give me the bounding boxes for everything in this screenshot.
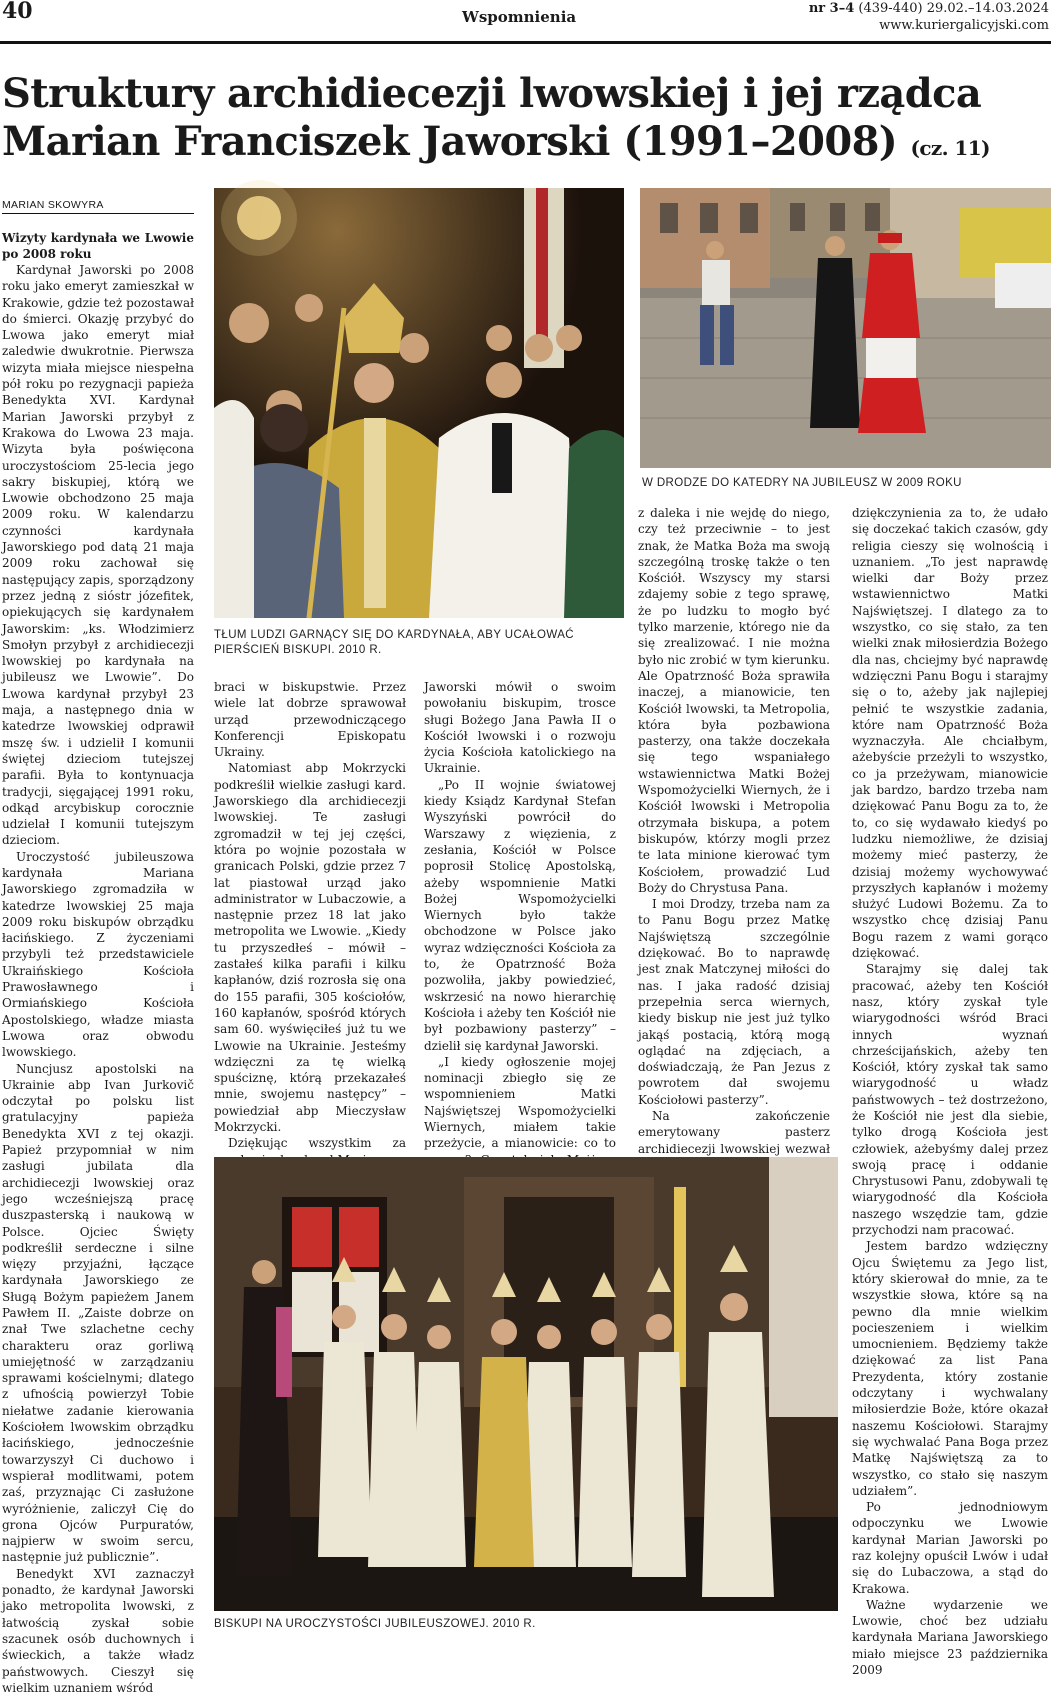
- paragraph: Benedykt XVI zaznaczył ponadto, że kardynał Jaworski jako metropolita lwowski, z łatwością zyskał sobie szacunek osób duchownych i świeckich, a także władz państwowych. Cieszył się wielkim uznaniem wśród: [2, 1566, 194, 1695]
- photo-bishops-image: [214, 1157, 838, 1611]
- issue-number: nr 3–4: [808, 1, 855, 16]
- paragraph: Kardynał Jaworski po 2008 roku jako emeryt zamieszkał w Krakowie, gdzie też pozostawał do śmierci. Okazję przybyć do Lwowa jako emeryt miał zaledwie dwukrotnie. Pierwsza wizyta miała miejsce niespełna pół roku po rezygnacji papieża Benedykta XVI. Kardynał Marian Jaworski przybył z Krakowa do Lwowa 23 maja. Wizyta była poświęcona uroczystościom 25-lecia jego sakry biskupiej, którą we Lwowie obchodzono 25 maja 2009 roku. W kalendarzu czynności kardynała Jaworskiego pod datą 21 maja 2009 roku zachował się następujący zapis, sporządzony przez jedną z sióstr józefitek, opiekujących się kardynałem Jaworskim: „ks. Włodzimierz Smołyn przybył z archidiecezji lwowskiej po kardynała na jubileusz we Lwowie”. Do Lwowa kardynał przybył 23 maja, a następnego dnia w katedrze lwowskiej odprawił mszę św. i udzielił I komunii świętej dzieciom tutejszej parafii. Była to kontynuacja tradycji, sięgającej 1991 roku, odkąd arcybiskup corocznie udzielał I komunii tutejszym dzieciom.: [2, 263, 194, 848]
- paragraph: „I kiedy ogłoszenie mojej nominacji zbiegło się ze wspomnieniem Matki Najświętszej Wspomożycielki Wiernych, miałem takie przeżycie, a mianowicie: co to: [424, 1054, 616, 1151]
- author-byline: MARIAN SKOWYRA: [2, 199, 194, 214]
- paragraph: Jestem bardzo wdzięczny Ojcu Świętemu za Jego list, który skierował do mnie, za te wszystkie słowa, które są na pewno dla mnie wielkim pocieszeniem i wielkim umocnieniem. Będziemy także dziękować za list Pana Prezydenta, który zostanie odczytany i wychwalany miłosierdzie Boże, które okazał naszemu Kościołowi. Starajmy się wychwalać Pana Boga przez Matkę Najświętszą za to wszystko, co stało się naszym udziałem”.: [852, 1239, 1048, 1498]
- paragraph: „Po II wojnie światowej kiedy Ksiądz Kardynał Stefan Wyszyński powrócił do Warszawy z więzienia, z zesłania, Kościół w Polsce poprosił Stolicę Apostolską, ażeby wspomnienie Matki Bożej Wspomożycielki Wiernych było także obchodzone w Polsce jako wyraz wdzięczności Kościoła za to, że Opatrzność Boża pozwoliła, jakby powiedzieć, wskrzesić na nowo hierarchię Kościoła i ażeby ten Kościół nie był pozbawiony pasterzy” – dzielił się kardynał Jaworski.: [424, 777, 616, 1053]
- photo-street-image: [640, 188, 1051, 468]
- paragraph: braci w biskupstwie. Przez wiele lat dobrze sprawował urząd przewodniczącego Konferencji Episkopatu Ukrainy.: [214, 680, 406, 760]
- website-link[interactable]: www.kuriergalicyjski.com: [879, 18, 1049, 33]
- title-part: (cz. 11): [910, 136, 990, 160]
- paragraph: Po jednodniowym odpoczynku we Lwowie kardynał Marian Jaworski po raz kolejny opuścił Lwów i udał się do Lubaczowa, a stąd do Krakowa.: [852, 1500, 1048, 1596]
- page-number: 40: [2, 0, 33, 24]
- paragraph: Nuncjusz apostolski na Ukrainie abp Ivan Jurkovič odczytał po polsku list gratulacyjny papieża Benedykta XVI z tej okazji. Papież przypomniał w nim zasługi jubilata dla archidiecezji lwowskiej oraz jego wcześniejszą pracę duszpasterską i naukową w Polsce. Ojciec Święty podkreślił serdeczne i silne więzy przyjaźni, łączące kardynała Jaworskiego ze Sługą Bożym papieżem Janem Pawłem II. „Zaiste dobrze on znał Twe szlachetne cechy charakteru oraz gorliwą umiejętność w zarządzaniu sprawami kościelnymi; dlatego z ufnością powierzył Tobie niełatwe zadanie kierowania Kościołem lwowskim obrządku łacińskiego, jednocześnie towarzyszył Ci duchowo i wspierał modlitwami, potem zaś, przyznając Ci zasłużone wyróżnienie, zaliczył Cię do grona Ojców Purpuratów, najpierw w swoim sercu, następnie już publicznie”.: [2, 1061, 194, 1565]
- photo-street-caption: W DRODZE DO KATEDRY NA JUBILEUSZ W 2009 ROKU: [642, 477, 962, 489]
- photo-crowd-caption: TŁUM LUDZI GARNĄCY SIĘ DO KARDYNAŁA, ABY UCAŁOWAĆ PIERŚCIEŃ BISKUPI. 2010 R.: [214, 629, 574, 656]
- subheading: Wizyty kardynała we Lwowie po 2008 roku: [2, 231, 194, 261]
- paragraph: I moi Drodzy, trzeba nam za to Panu Bogu przez Matkę Najświętszą szczególnie dziękować. Bo to naprawdę jest znak Matczynej miłości do nas. I jaka radość dzisiaj przepełnia serca wiernych, kiedy biskup nie jest już tylko jakąś postacią, którą mogą oglądać na zdjęciach, a doświadczają, że Pan Jezus z powrotem dał swojemu Kościołowi pasterzy”.: [638, 897, 830, 1107]
- article-title: [2, 70, 1042, 172]
- text-column-5: [852, 505, 1048, 1678]
- paragraph: Natomiast abp Mokrzycki podkreślił wielkie zasługi kard. Jaworskiego dla archidiecezji lwowskiej. Te zasługi zgromadził w tej jej części, która po wojnie pozostała w granicach Polski, gdzie przez 7 lat piastował urząd jako administrator w Lubaczowie, a następnie przez 18 lat jako metropolita we Lwowie. „Kiedy tu przyszedłeś – mówił – zastałeś kilka parafii i kilku kapłanów, dziś rozrosła się ona do 155 parafii, 305 kościołów, 160 kapłanów, spośród których sam 60. wyświęciłeś już tu we Lwowie na Ukrainie. Jesteśmy wdzięczni za tę wielką spuściznę, którą przekazałeś mnie, swojemu następcy” – powiedział abp Mieczysław Mokrzycki.: [214, 761, 406, 1135]
- paragraph: Jaworski mówił o swoim powołaniu biskupim, trosce sługi Bożego Jana Pawła II o Kościół lwowski i o rozwoju życia Kościoła katolickiego na Ukrainie.: [424, 680, 616, 776]
- photo-crowd-image: [214, 188, 624, 618]
- text-column-2: [214, 679, 406, 1151]
- text-column-1: [2, 230, 194, 1695]
- paragraph: Starajmy się dalej tak pracować, ażeby ten Kościół nasz, który zyskał tyle wiarygodności wśród Braci innych wyznań chrześcijańskich, ażeby ten Kościół, który zyskał tak samo wiarygodność u władz państwowych – też dostrzeżono, że Kościół nie jest dla siebie, tylko drogą Kościoła jest człowiek, ażebyśmy dalej przez swoją pracę i oddanie Chrystusowi Panu, zdobywali tę wiarygodność dla Kościoła naszego wszędzie tam, gdzie przychodzi nam pracować.: [852, 962, 1048, 1238]
- issue-dates: (439-440) 29.02.–14.03.2024: [854, 1, 1049, 16]
- paragraph: dziękczynienia za to, że udało się doczekać takich czasów, gdy religia cieszy się wolnością i uznaniem. „To jest naprawdę wielki dar Boży przez wstawiennictwo Matki Najświętszej. I dlatego za to wszystko, co się stało, za ten wielki znak miłosierdzia Bożego dla nas, chciejmy być naprawdę wdzięczni Panu Bogu i starajmy się o to, ażeby jak najlepiej pełnić te wszystkie zadania, które nam Opatrzność Boża wyznaczyła. Ale chciałbym, ażebyście przeżyli to wszystko, co ja przeżywam, mianowicie jak bardzo, bardzo trzeba nam dziękować Panu Bogu za to, że to, co się wydawało kiedyś po ludzku niemożliwe, że dzisiaj możemy mieć pasterzy, że dzisiaj możemy wychowywać przyszłych kapłanów i możemy służyć Ludowi Bożemu. Za to wszystko chcę dzisiaj Panu Bogu razem z wami gorąco dziękować.: [852, 506, 1048, 961]
- paragraph: Na zakończenie emerytowany pasterz archidiecezji lwowskiej wezwał: [638, 1108, 830, 1156]
- text-column-3: [424, 679, 616, 1151]
- paragraph: z daleka i nie wejdę do niego, czy też przeciwnie – to jest znak, że Matka Boża ma swoją szczególną troskę także o ten Kościół. Wszyscy my starsi zdajemy sobie z tego sprawę, że po ludzku to mogło być tylko marzenie, którego nie da się zrealizować. I nie można było nic zrobić w tym kierunku. Ale Opatrzność Boża sprawiła inaczej, a mianowicie, ten Kościół lwowski, ta Metropolia, która była pozbawiona pasterzy, ona także doczekała się tego wspaniałego wstawiennictwa Matki Bożej Wspomożycielki Wiernych, że i Kościół lwowski i Metropolia otrzymała biskupa, a potem biskupów, którzy mogli przez te lata minione kierować tym Kościołem, prowadzić Lud Boży do Chrystusa Pana.: [638, 506, 830, 895]
- page-header: [0, 0, 1051, 44]
- photo-crowd-cardinal: [214, 188, 624, 618]
- paragraph: Dziękując wszystkim za: [228, 1136, 406, 1151]
- issue-info: [809, 0, 1049, 34]
- photo-bishops-caption: BISKUPI NA UROCZYSTOŚCI JUBILEUSZOWEJ. 2010 R.: [214, 1618, 536, 1630]
- text-column-4: [638, 505, 830, 1156]
- photo-street-procession: [640, 188, 1051, 468]
- paragraph: Uroczystość jubileuszowa kardynała Mariana Jaworskiego zgromadziła w katedrze lwowskiej 25 maja 2009 roku biskupów obrządku łacińskiego. Z życzeniami przybyli też przedstawiciele Ukraińskiego Kościoła Prawosławnego i Ormiańskiego Kościoła Apostolskiego, władze miasta Lwowa oraz obwodu lwowskiego.: [2, 849, 194, 1060]
- paragraph: Ważne wydarzenie we Lwowie, choć bez udziału kardynała Mariana Jaworskiego miało miejsce 23 października 2009: [852, 1597, 1048, 1678]
- title-line-1: Struktury archidiecezji lwowskiej i jej rządca: [2, 70, 982, 117]
- section-name: Wspomnienia: [462, 8, 577, 26]
- title-line-2: Marian Franciszek Jaworski (1991–2008): [2, 118, 898, 165]
- photo-bishops: [214, 1157, 838, 1611]
